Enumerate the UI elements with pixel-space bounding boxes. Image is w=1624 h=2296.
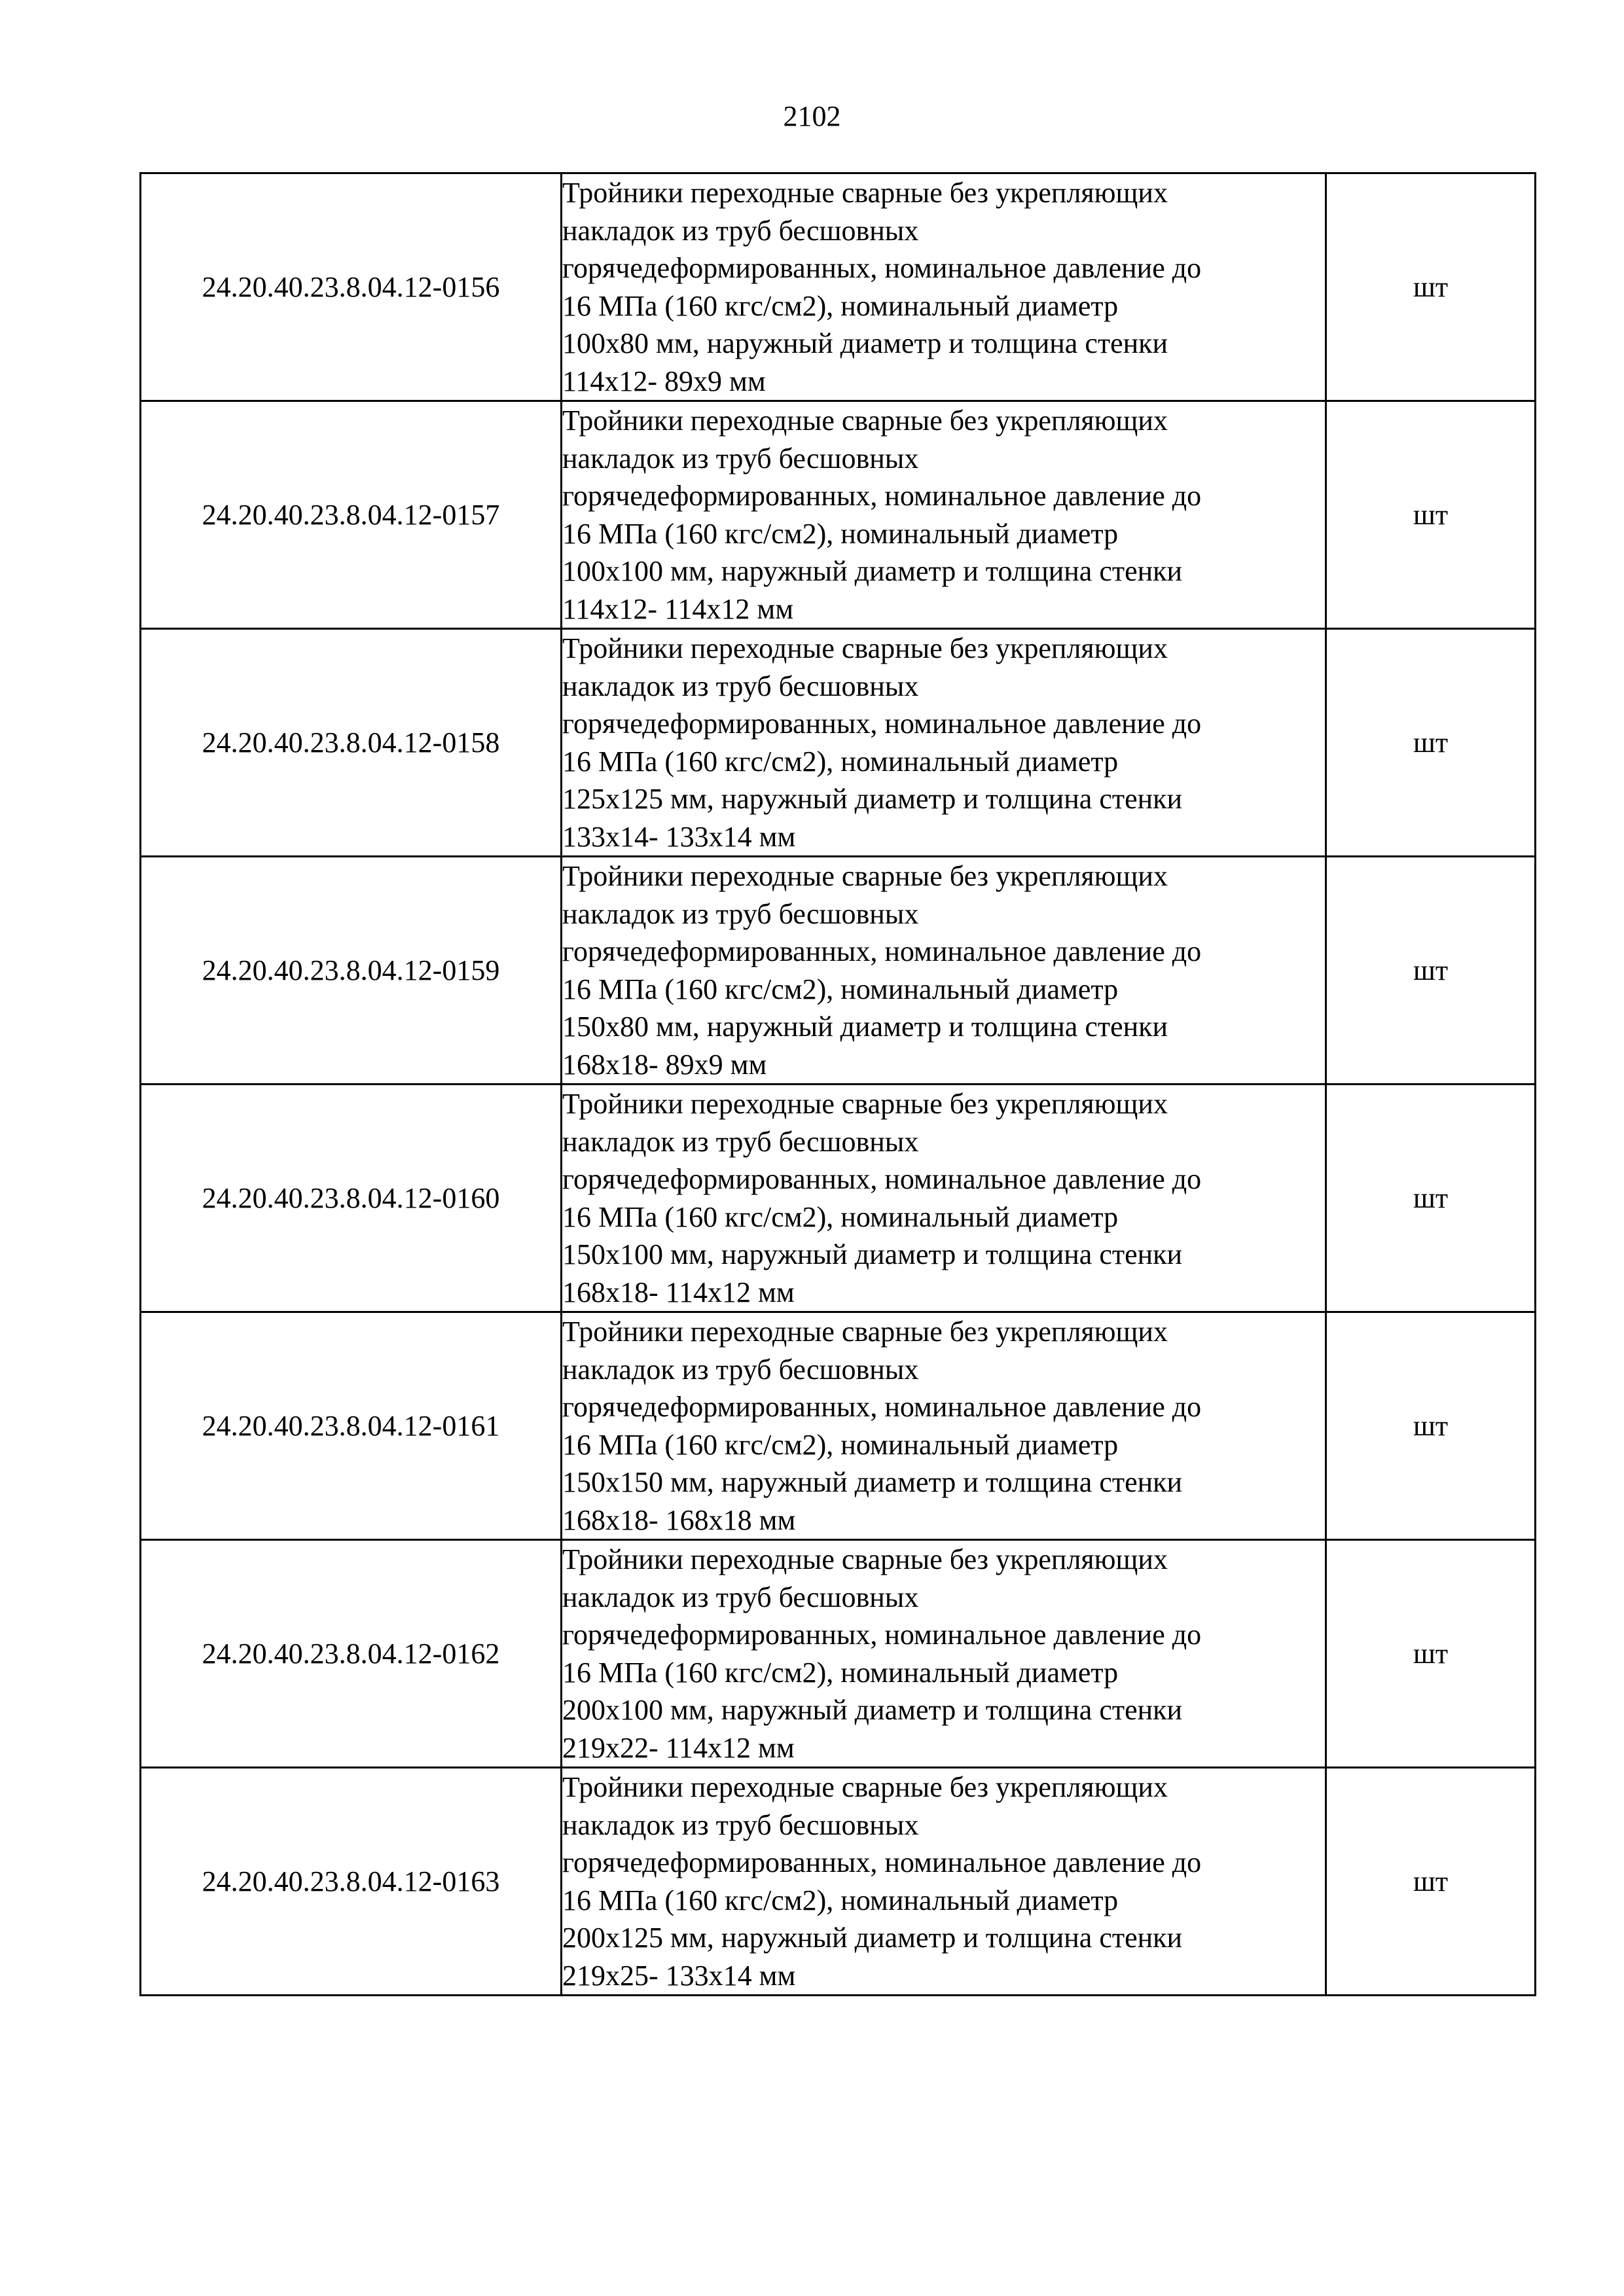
description-line: Тройники переходные сварные без укрепляющих	[562, 860, 1168, 892]
description-line: 168х18- 114х12 мм	[562, 1276, 795, 1308]
description-line: горячедеформированных, номинальное давление до	[562, 1391, 1202, 1423]
description-line: горячедеформированных, номинальное давление до	[562, 1846, 1202, 1878]
description-line: Тройники переходные сварные без укрепляющих	[562, 1771, 1168, 1803]
table-row	[141, 857, 1536, 1085]
description-line: 100х80 мм, наружный диаметр и толщина стенки	[562, 327, 1168, 359]
description-line: 219х25- 133х14 мм	[562, 1959, 796, 1992]
description-line: накладок из труб бесшовных	[562, 897, 919, 930]
description-line: 16 МПа (160 кгс/см2), номинальный диаметр	[562, 1656, 1119, 1689]
table-row	[141, 173, 1536, 401]
resource-description-cell	[562, 401, 1326, 629]
description-line: накладок из труб бесшовных	[562, 1808, 919, 1841]
unit-cell: шт	[1326, 1540, 1536, 1768]
resource-code-cell: 24.20.40.23.8.04.12-0156	[141, 173, 562, 401]
resource-description-cell	[562, 1312, 1326, 1540]
resource-description-cell	[562, 1540, 1326, 1768]
description-line: 168х18- 89х9 мм	[562, 1048, 767, 1081]
description-line: 133х14- 133х14 мм	[562, 820, 796, 853]
description-line: Тройники переходные сварные без укрепляющих	[562, 632, 1168, 664]
description-line: накладок из труб бесшовных	[562, 442, 919, 475]
description-line: горячедеформированных, номинальное давление до	[562, 1619, 1202, 1651]
resource-description-cell	[562, 629, 1326, 857]
description-line: 150х80 мм, наружный диаметр и толщина стенки	[562, 1011, 1168, 1043]
unit-cell: шт	[1326, 629, 1536, 857]
resource-code-cell: 24.20.40.23.8.04.12-0161	[141, 1312, 562, 1540]
page-number: 2102	[783, 100, 841, 132]
resource-description-cell	[562, 857, 1326, 1085]
description-line: 200х125 мм, наружный диаметр и толщина стенки	[562, 1922, 1183, 1954]
description-line: 16 МПа (160 кгс/см2), номинальный диаметр	[562, 517, 1119, 550]
table-row	[141, 401, 1536, 629]
resource-description-cell	[562, 1768, 1326, 1996]
description-line: 100х100 мм, наружный диаметр и толщина стенки	[562, 555, 1183, 587]
description-line: 114х12- 89х9 мм	[562, 365, 766, 397]
description-line: 16 МПа (160 кгс/см2), номинальный диаметр	[562, 1200, 1119, 1233]
description-line: 16 МПа (160 кгс/см2), номинальный диаметр	[562, 973, 1119, 1005]
description-line: 150х150 мм, наружный диаметр и толщина стенки	[562, 1466, 1183, 1498]
unit-cell: шт	[1326, 401, 1536, 629]
unit-cell: шт	[1326, 857, 1536, 1085]
description-line: 219х22- 114х12 мм	[562, 1731, 795, 1764]
description-line: 16 МПа (160 кгс/см2), номинальный диаметр	[562, 745, 1119, 778]
description-line: 16 МПа (160 кгс/см2), номинальный диаметр	[562, 1884, 1119, 1916]
description-line: 168х18- 168х18 мм	[562, 1503, 796, 1536]
description-line: накладок из труб бесшовных	[562, 670, 919, 702]
description-line: 200х100 мм, наружный диаметр и толщина стенки	[562, 1694, 1183, 1726]
description-line: Тройники переходные сварные без укрепляющих	[562, 1088, 1168, 1120]
resource-table-body	[141, 173, 1536, 1996]
description-line: накладок из труб бесшовных	[562, 1581, 919, 1613]
description-line: горячедеформированных, номинальное давление до	[562, 935, 1202, 967]
resource-description-cell	[562, 173, 1326, 401]
table-row	[141, 1085, 1536, 1312]
table-row	[141, 629, 1536, 857]
description-line: горячедеформированных, номинальное давление до	[562, 708, 1202, 740]
description-line: 16 МПа (160 кгс/см2), номинальный диаметр	[562, 1428, 1119, 1461]
resource-code-cell: 24.20.40.23.8.04.12-0163	[141, 1768, 562, 1996]
description-line: Тройники переходные сварные без укрепляющих	[562, 1316, 1168, 1348]
resource-code-cell: 24.20.40.23.8.04.12-0160	[141, 1085, 562, 1312]
resource-code-cell: 24.20.40.23.8.04.12-0158	[141, 629, 562, 857]
description-line: 150х100 мм, наружный диаметр и толщина стенки	[562, 1238, 1183, 1270]
unit-cell: шт	[1326, 1085, 1536, 1312]
description-line: 16 МПа (160 кгс/см2), номинальный диаметр	[562, 289, 1119, 322]
description-line: 125х125 мм, наружный диаметр и толщина стенки	[562, 783, 1183, 815]
resource-description-cell	[562, 1085, 1326, 1312]
description-line: горячедеформированных, номинальное давление до	[562, 480, 1202, 512]
description-line: накладок из труб бесшовных	[562, 1353, 919, 1386]
description-line: 114х12- 114х12 мм	[562, 592, 794, 625]
resource-code-cell: 24.20.40.23.8.04.12-0159	[141, 857, 562, 1085]
resource-code-cell: 24.20.40.23.8.04.12-0157	[141, 401, 562, 629]
unit-cell: шт	[1326, 173, 1536, 401]
description-line: горячедеформированных, номинальное давление до	[562, 1163, 1202, 1195]
description-line: Тройники переходные сварные без укрепляющих	[562, 177, 1168, 209]
unit-cell: шт	[1326, 1768, 1536, 1996]
unit-cell: шт	[1326, 1312, 1536, 1540]
resource-table	[139, 172, 1536, 1996]
description-line: горячедеформированных, номинальное давление до	[562, 252, 1202, 284]
description-line: Тройники переходные сварные без укрепляющих	[562, 1543, 1168, 1575]
table-row	[141, 1768, 1536, 1996]
description-line: накладок из труб бесшовных	[562, 1125, 919, 1158]
table-row	[141, 1312, 1536, 1540]
description-line: Тройники переходные сварные без укрепляющих	[562, 404, 1168, 437]
table-row	[141, 1540, 1536, 1768]
resource-code-cell: 24.20.40.23.8.04.12-0162	[141, 1540, 562, 1768]
description-line: накладок из труб бесшовных	[562, 214, 919, 247]
